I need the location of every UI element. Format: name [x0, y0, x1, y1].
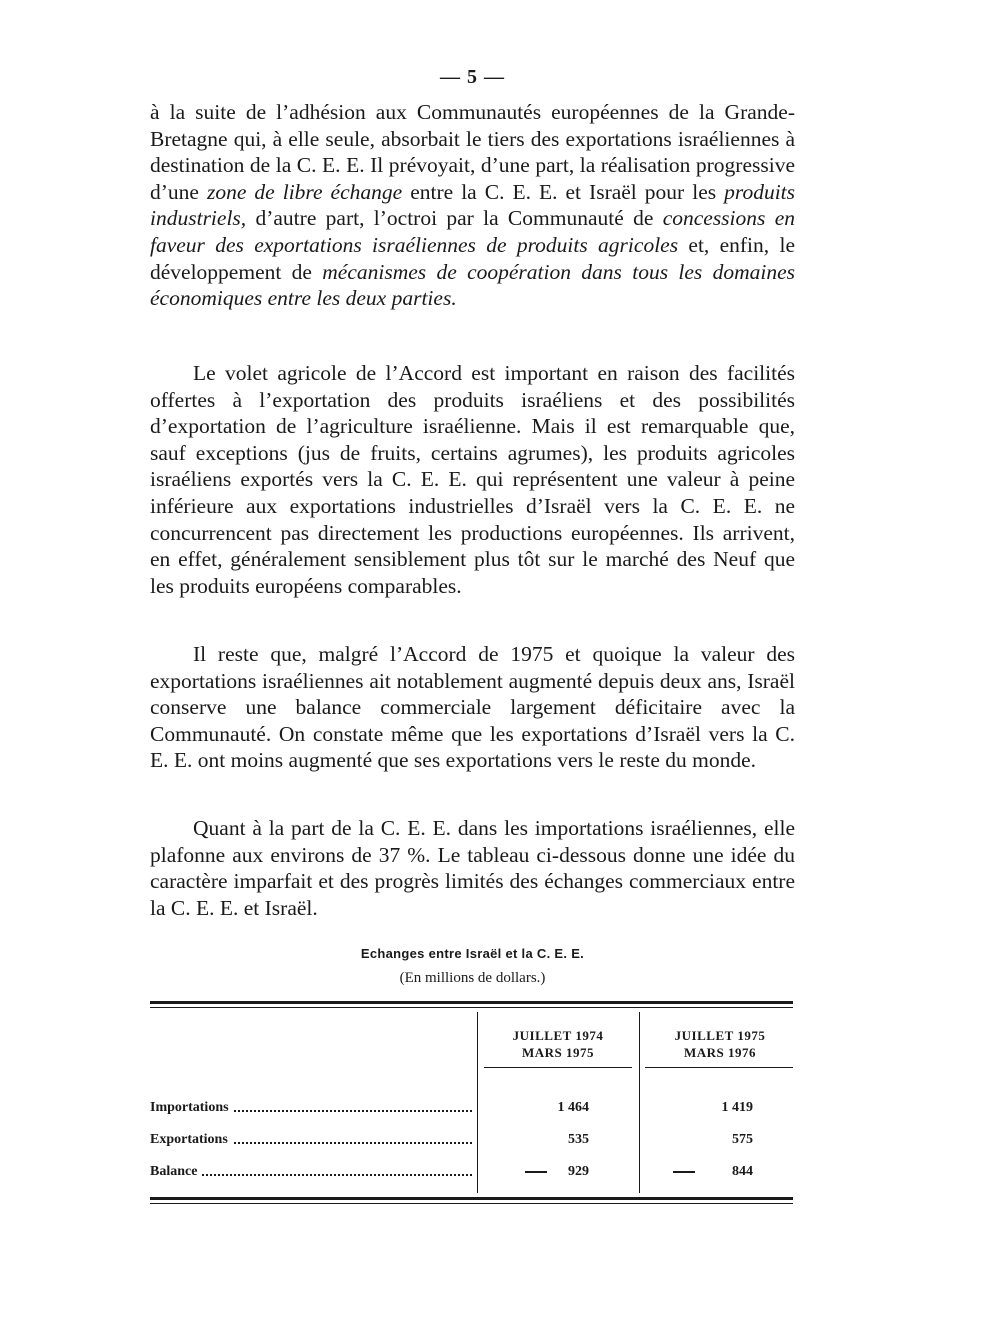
paragraph-3-text: Il reste que, malgré l’Accord de 1975 et quoique la valeur des exportations israéliennes ait notablement augmenté depuis deux ans, Israël conserve une balance commerciale largement déficitaire avec la Communauté. On constate même que les exportations d’Israël vers la C. E. E. ont moins augmenté que ses exportations vers le reste du monde.	[150, 642, 795, 773]
row-label-container	[150, 1132, 472, 1148]
cell-value: 575	[732, 1132, 753, 1147]
table-top-rule-thin	[150, 1007, 793, 1008]
column-header-2-line-2: MARS 1976	[683, 1045, 757, 1060]
row-label-container	[150, 1100, 472, 1116]
cell-value: 1 464	[557, 1100, 589, 1115]
row-label: Exportations	[150, 1132, 232, 1147]
table-title: Echanges entre Israël et la C. E. E.	[360, 946, 585, 961]
paragraph-1-text-2: entre la C. E. E. et Israël pour les	[402, 179, 725, 204]
paragraph-1-text-1: à la suite de l’adhésion aux Communautés européennes de la Grande-Bretagne qui, à elle seule, absorbait le tiers des exportations israéliennes à destination de la C. E. E. Il prévoyait, d’une part, la réalisation progressive d’une	[150, 100, 795, 204]
paragraph-2	[150, 360, 795, 599]
table-subtitle: (En millions de dollars.)	[399, 970, 546, 986]
row-label: Importations	[150, 1100, 233, 1115]
paragraph-1	[150, 99, 795, 312]
cell-value: 1 419	[721, 1100, 753, 1115]
row-label-container	[150, 1164, 472, 1180]
table-row-exportations	[150, 1132, 793, 1154]
cell-value: 535	[568, 1132, 589, 1147]
column-header-1-line-2: MARS 1975	[521, 1045, 595, 1060]
page-number: — 5 —	[440, 66, 505, 88]
paragraph-1-italic-3: concessions en faveur des exportations israéliennes de produits agricoles	[150, 206, 795, 257]
table-top-rule-thick	[150, 1001, 793, 1004]
column-header-underline-2	[645, 1067, 793, 1068]
paragraph-1-italic-1: zone de libre échange	[206, 179, 403, 204]
table-row-balance	[150, 1164, 793, 1186]
paragraph-2-text: Le volet agricole de l’Accord est important en raison des facilités offertes à l’exportation des produits israéliens et des possibilités d’exportation de l’agriculture israélienne. Mais il est remarquable que, sauf exceptions (jus de fruits, certains agrumes), les produits agricoles israéliens exportés vers la C. E. E. qui représentent une valeur à peine inférieure aux exportations industrielles d’Israël vers la C. E. E. ne concurrencent pas directement les productions européennes. Ils arrivent, en effet, généralement sensiblement plus tôt sur le marché des Neuf que les produits européens comparables.	[150, 361, 795, 598]
cell-value: 929	[568, 1164, 589, 1179]
column-header-1	[477, 1027, 639, 1061]
column-header-underline-1	[484, 1067, 632, 1068]
table-bottom-rule-thin	[150, 1203, 793, 1204]
paragraph-1-italic-2: produits industriels,	[150, 179, 796, 231]
table-row-importations	[150, 1100, 793, 1122]
paragraph-1-text-4: et, enfin, le développement de	[150, 232, 795, 284]
paragraph-1-text-3: d’autre part, l’octroi par la Communauté de	[246, 206, 663, 231]
column-header-1-line-1: JUILLET 1974	[512, 1028, 604, 1043]
paragraph-3	[150, 641, 795, 774]
table-bottom-rule-thick	[150, 1197, 793, 1200]
column-header-2	[639, 1027, 801, 1061]
paragraph-4	[150, 815, 795, 921]
paragraph-1-italic-4: mécanismes de coopération dans tous les domaines économiques entre les deux parties.	[150, 259, 795, 311]
cell-value: 844	[732, 1164, 753, 1179]
paragraph-4-text: Quant à la part de la C. E. E. dans les importations israéliennes, elle plafonne aux environs de 37 %. Le tableau ci-dessous donne une idée du caractère imparfait et des progrès limités des échanges commerciaux entre la C. E. E. et Israël.	[150, 816, 795, 920]
row-label: Balance	[150, 1164, 201, 1179]
column-header-2-line-1: JUILLET 1975	[674, 1028, 766, 1043]
